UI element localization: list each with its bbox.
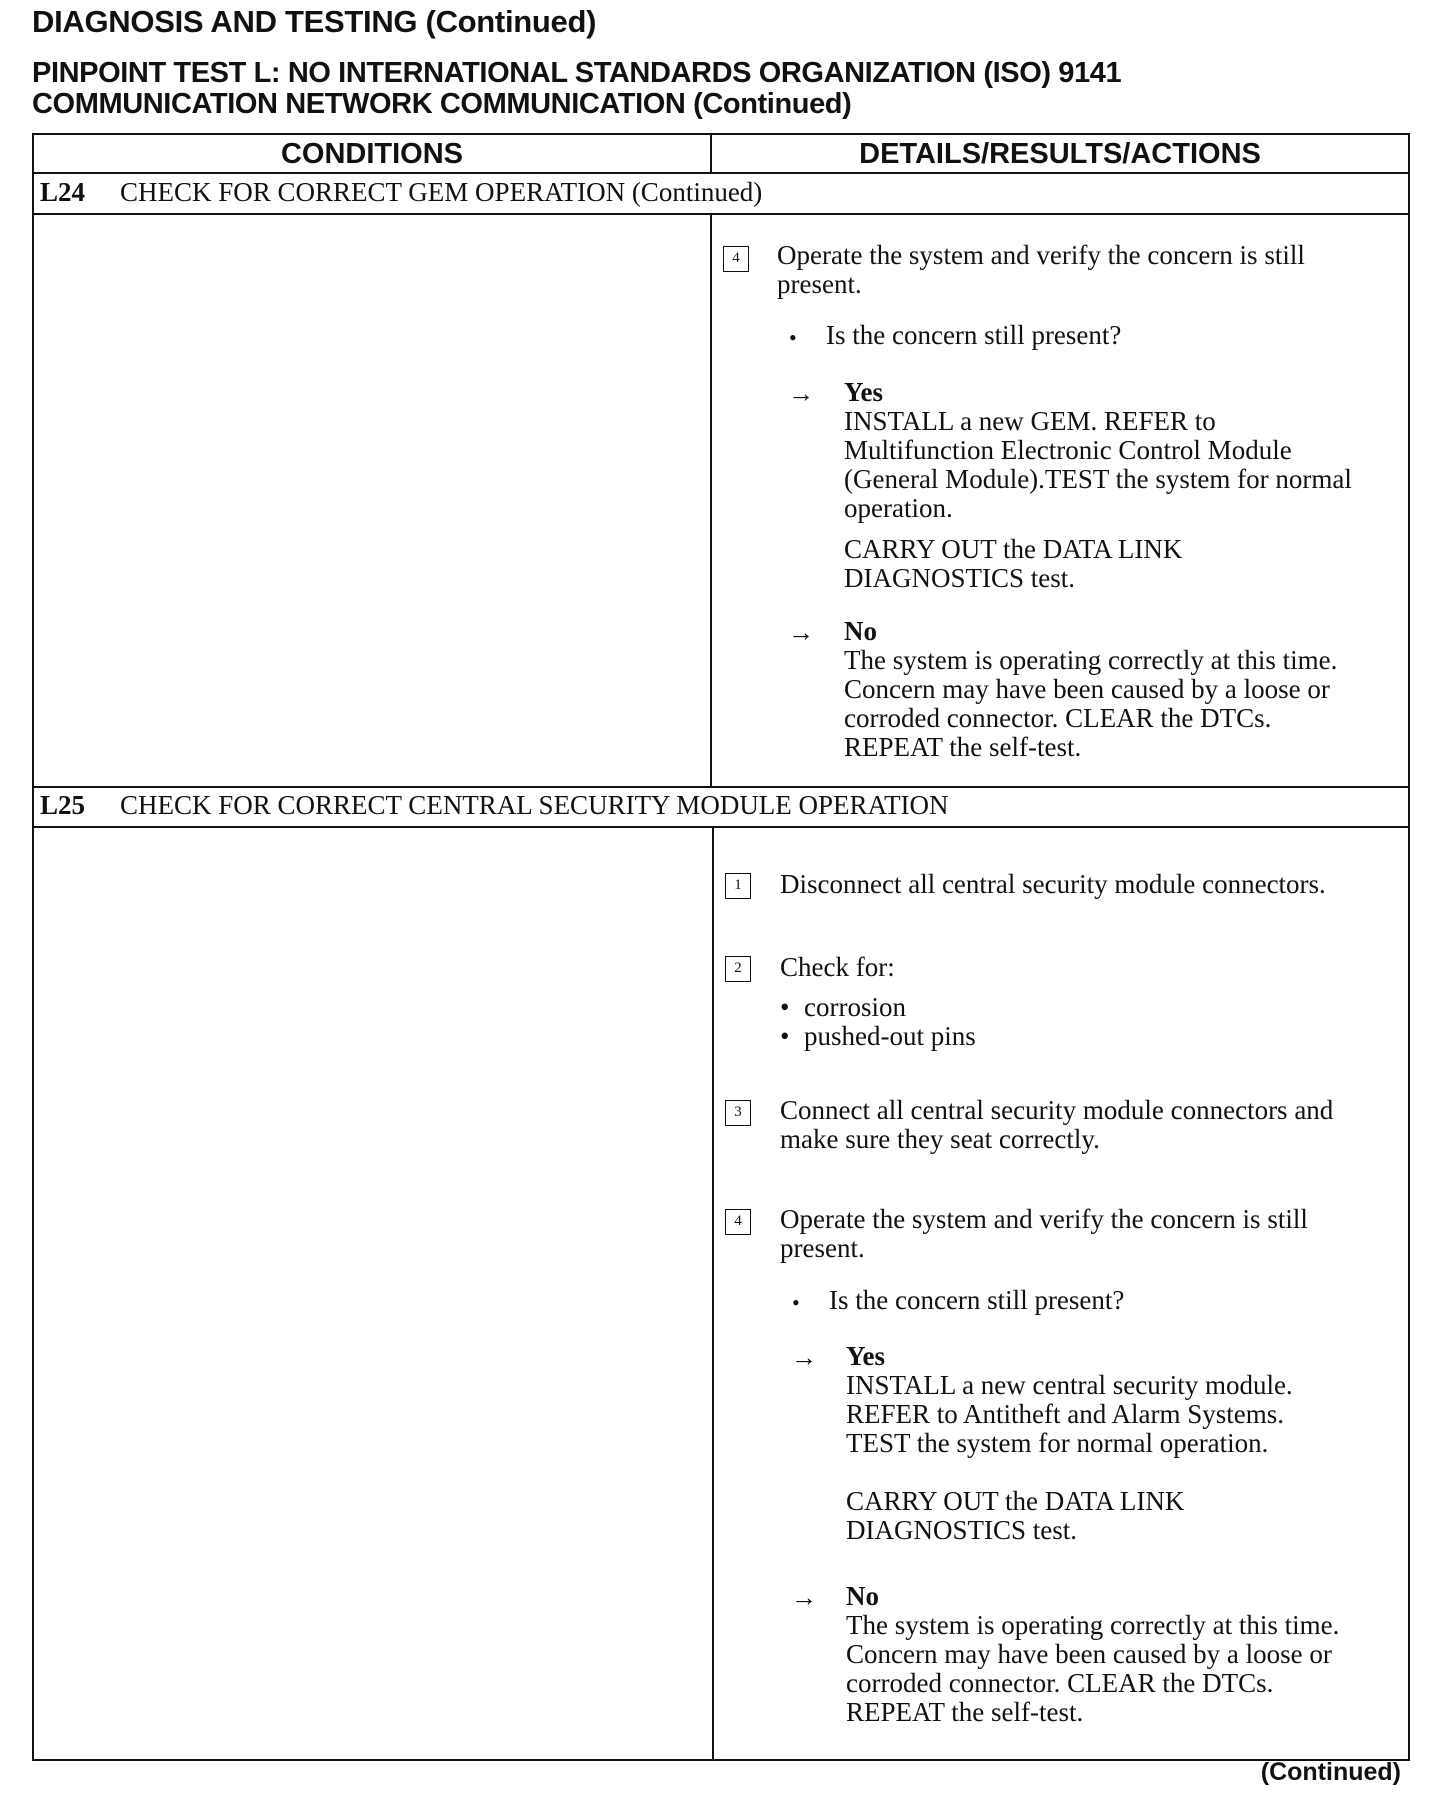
arrow-right-icon: →: [791, 1583, 817, 1612]
yes-label: Yes: [844, 377, 883, 407]
step-number-box: 4: [723, 246, 749, 272]
text-line: DIAGNOSTICS test.: [844, 563, 1076, 593]
yes-block: [846, 1342, 1293, 1545]
divider: [34, 213, 1408, 215]
divider: [34, 172, 1408, 174]
action-text: [780, 870, 1326, 899]
text-line: Concern may have been caused by a loose or: [846, 1639, 1332, 1669]
text-line: make sure they seat correctly.: [780, 1124, 1100, 1154]
column-divider: [710, 135, 712, 172]
text-line: Connect all central security module connectors and: [780, 1095, 1334, 1125]
divider: [34, 826, 1408, 828]
text-line: REPEAT the self-test.: [846, 1697, 1084, 1727]
yes-block: [844, 378, 1352, 593]
step-header-l24: [40, 177, 762, 208]
no-block: [844, 617, 1337, 762]
text-line: Concern may have been caused by a loose or: [844, 674, 1330, 704]
arrow-right-icon: →: [791, 1343, 817, 1372]
text-line: corroded connector. CLEAR the DTCs.: [846, 1668, 1274, 1698]
pinpoint-test-title: [32, 58, 1332, 120]
arrow-right-icon: →: [788, 618, 814, 647]
text-line: Operate the system and verify the concern is still: [780, 1204, 1308, 1234]
text-line: TEST the system for normal operation.: [846, 1428, 1269, 1458]
no-label: No: [846, 1581, 879, 1611]
bullet-list: [780, 993, 976, 1051]
action-text: [780, 953, 895, 982]
text-line: REFER to Antitheft and Alarm Systems.: [846, 1399, 1284, 1429]
text-line: operation.: [844, 493, 953, 523]
list-item: • pushed-out pins: [780, 1021, 976, 1051]
text-line: Multifunction Electronic Control Module: [844, 435, 1292, 465]
bullet-icon: •: [789, 325, 797, 350]
text-line: Operate the system and verify the concern is still: [777, 240, 1305, 270]
action-text: [780, 1205, 1308, 1263]
text-line: Check for:: [780, 952, 895, 982]
text-line: INSTALL a new central security module.: [846, 1370, 1293, 1400]
arrow-right-icon: →: [788, 379, 814, 408]
text-line: CARRY OUT the DATA LINK: [844, 534, 1183, 564]
continued-note: (Continued): [1260, 1758, 1401, 1786]
text-line: present.: [777, 269, 862, 299]
list-item: • corrosion: [780, 992, 906, 1022]
column-header-conditions: CONDITIONS: [280, 138, 464, 170]
column-header-details: DETAILS/RESULTS/ACTIONS: [859, 138, 1261, 170]
text-line: CARRY OUT the DATA LINK: [846, 1486, 1185, 1516]
action-text: [780, 1096, 1333, 1154]
bullet-icon: •: [792, 1290, 800, 1315]
action-text: [777, 241, 1305, 299]
step-title: CHECK FOR CORRECT CENTRAL SECURITY MODULE OPERATION: [120, 790, 949, 820]
step-id: L25: [40, 790, 86, 820]
step-number-box: 2: [725, 956, 751, 982]
step-title: CHECK FOR CORRECT GEM OPERATION (Continued): [120, 177, 763, 207]
text-line: Disconnect all central security module connectors.: [780, 869, 1326, 899]
no-label: No: [844, 616, 877, 646]
text-line: DIAGNOSTICS test.: [846, 1515, 1078, 1545]
step-id: L24: [40, 177, 86, 207]
pinpoint-test-title-line1: PINPOINT TEST L: NO INTERNATIONAL STANDARDS ORGANIZATION (ISO) 9141: [32, 57, 1122, 89]
text-line: corroded connector. CLEAR the DTCs.: [844, 703, 1272, 733]
step-number-box: 3: [725, 1100, 751, 1126]
yes-label: Yes: [846, 1341, 885, 1371]
text-line: (General Module).TEST the system for normal: [844, 464, 1352, 494]
column-divider: [712, 826, 714, 1759]
text-line: REPEAT the self-test.: [844, 732, 1082, 762]
step-number-box: 4: [725, 1209, 751, 1235]
pinpoint-test-table: [32, 133, 1410, 1761]
question-text: Is the concern still present?: [829, 1285, 1125, 1315]
step-header-l25: [40, 790, 949, 821]
text-line: present.: [780, 1233, 865, 1263]
page-title: DIAGNOSIS AND TESTING (Continued): [32, 4, 597, 39]
text-line: The system is operating correctly at this time.: [844, 645, 1338, 675]
no-block: [846, 1582, 1339, 1727]
text-line: INSTALL a new GEM. REFER to: [844, 406, 1216, 436]
question-text: Is the concern still present?: [826, 320, 1122, 350]
text-line: The system is operating correctly at this time.: [846, 1610, 1340, 1640]
divider: [34, 786, 1408, 788]
step-number-box: 1: [725, 873, 751, 899]
column-divider: [710, 213, 712, 786]
pinpoint-test-title-line2: COMMUNICATION NETWORK COMMUNICATION (Continued): [32, 88, 852, 120]
